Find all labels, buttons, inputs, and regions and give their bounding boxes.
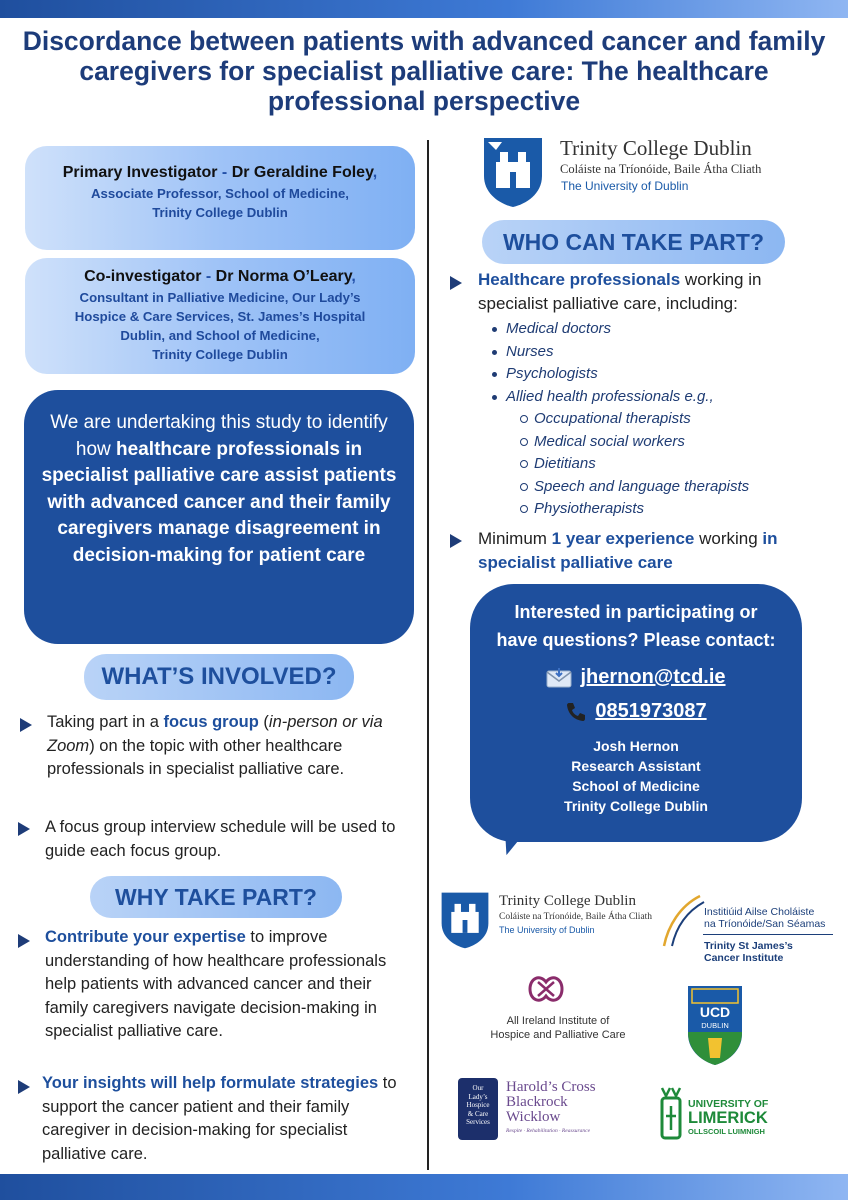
list-item: Speech and language therapists [478,476,828,499]
tsjci-rule [703,934,833,935]
who-can-take-part-heading: WHO CAN TAKE PART? [482,220,785,264]
top-gradient-bar [0,0,848,18]
minimum-experience: Minimum 1 year experience working in specialist palliative care [478,529,778,572]
tsjci-logo [660,892,842,968]
olh-tagline: Respite · Rehabilitation · Reassurance [506,1128,591,1134]
contact-email[interactable]: jhernon@tcd.ie [470,660,802,694]
bullet-arrow-icon [18,1080,30,1094]
whats-involved-heading: WHAT’S INVOLVED? [84,654,354,700]
tcd-logo-bottom [440,890,670,952]
tcd-bottom-name: Trinity College Dublin [499,893,636,909]
bullet-arrow-icon [18,934,30,948]
bullet-arrow-icon [20,718,32,732]
celtic-knot-icon [526,972,566,1006]
why-take-part-heading: WHY TAKE PART? [90,876,342,918]
bullet-arrow-icon [18,822,30,836]
bottom-gradient-bar [0,1174,848,1200]
tcd-crest-icon [440,890,490,950]
tcd-top-irish: Coláiste na Tríonóide, Baile Átha Cliath [560,162,762,176]
olh-places: Harold’s Cross Blackrock Wicklow [506,1079,596,1125]
tcd-logo-top [482,136,802,208]
olh-logo [458,1078,616,1144]
why-take-part-bullet-1: Contribute your expertise to improve understanding of how healthcare professionals help patients with advanced cancer and their family caregivers navigate decision-making in specialist palliative care. [45,928,387,1040]
ucd-logo [686,984,744,1066]
list-item: Occupational therapists [478,408,828,431]
who-can-take-part-list [478,268,828,521]
contact-phone[interactable]: 0851973087 [470,694,802,728]
primary-investigator-heading: Primary Investigator - Dr Geraldine Foley, [62,164,378,181]
bullet-arrow-icon [450,276,462,290]
tcd-top-sub: The University of Dublin [561,179,689,193]
tsjci-irish: Institiúid Ailse Choláiste na Tríonóide/San Séamas [704,906,826,930]
whats-involved-bullet-1: Taking part in a focus group (in-person or via Zoom) on the topic with other healthcare professionals in specialist palliative care. [47,713,383,778]
aiihpc-name: All Ireland Institute of Hospice and Palliative Care [490,1015,626,1041]
co-investigator-heading: Co-investigator - Dr Norma O’Leary, [84,268,356,285]
tcd-bottom-irish: Coláiste na Tríonóide, Baile Átha Cliath [499,912,653,922]
allied-roles-list [478,408,828,521]
aiihpc-logo [478,972,638,1042]
primary-investigator-details: Associate Professor, School of Medicine, Trinity College Dublin [91,186,349,220]
who-lead: Healthcare professionals working in specialist palliative care, including: [478,270,762,313]
who-roles-list [478,318,828,408]
co-investigator-box [25,258,415,374]
list-item: Dietitians [478,453,828,476]
poster-title: Discordance between patients with advanced cancer and family caregivers for specialist palliative care: The healthcare professional perspective [22,26,826,116]
whats-involved-bullet-2: A focus group interview schedule will be used to guide each focus group. [45,818,396,860]
column-divider [427,140,429,1170]
tsjci-swoosh-icon [660,892,706,950]
bullet-arrow-icon [450,534,462,548]
why-take-part-bullet-2: Your insights will help formulate strategies to support the cancer patient and their family caregiver in decision-making for specialist palliative care. [42,1074,397,1163]
email-icon [546,668,572,688]
ucd-dublin: DUBLIN [701,1021,729,1030]
tcd-crest-icon [482,136,544,208]
contact-prompt: Interested in participating or have questions? Please contact: [496,602,776,650]
study-description-box: We are undertaking this study to identify how healthcare professionals in specialist palliative care assist patients with advanced cancer and their family caregivers manage disagreement in decision-making for patient care [24,390,414,644]
contact-bubble [470,584,802,842]
list-item: Physiotherapists [478,498,828,521]
ul-name: UNIVERSITY OF LIMERICK OLLSCOIL LUIMNIGH [688,1098,769,1136]
list-item: Medical doctors [478,318,828,341]
contact-person: Josh Hernon Research Assistant School of Medicine Trinity College Dublin [564,738,708,814]
olh-badge: Our Lady’s Hospice & Care Services [458,1078,498,1140]
ul-deer-icon [656,1086,686,1142]
list-item: Allied health professionals e.g., [478,386,828,409]
tcd-top-name: Trinity College Dublin [560,136,752,160]
tcd-bottom-sub: The University of Dublin [499,925,595,935]
list-item: Nurses [478,341,828,364]
ul-logo [656,1086,786,1142]
co-investigator-details: Consultant in Palliative Medicine, Our Lady’s Hospice & Care Services, St. James’s Hospital Dublin, and School of Medicine, Trinity College Dublin [74,290,366,362]
ucd-letters: UCD [699,1004,731,1020]
list-item: Medical social workers [478,431,828,454]
phone-icon [565,701,587,723]
tsjci-english: Trinity St James’s Cancer Institute [704,940,793,964]
primary-investigator-box [25,146,415,250]
list-item: Psychologists [478,363,828,386]
